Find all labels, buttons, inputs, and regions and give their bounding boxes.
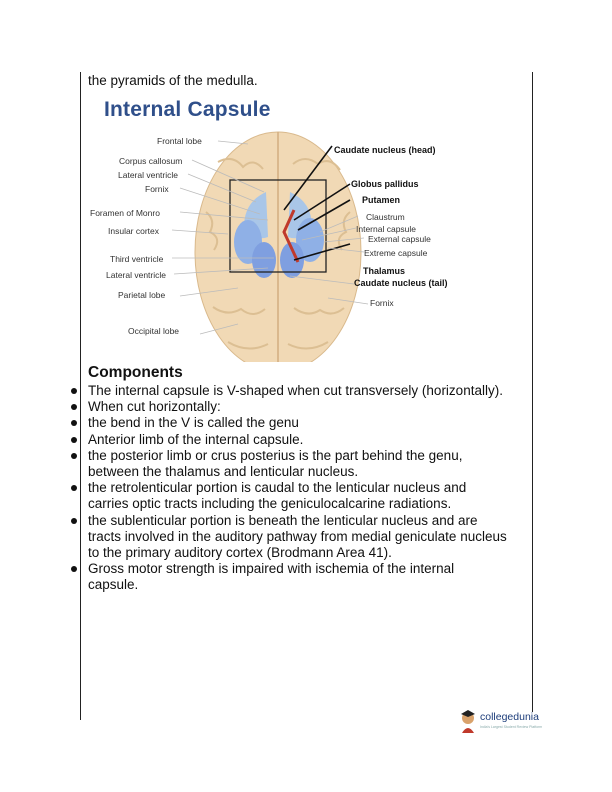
bullet-icon xyxy=(71,404,77,410)
label-parietal-lobe: Parietal lobe xyxy=(118,290,166,300)
label-external-capsule: External capsule xyxy=(368,234,431,244)
list-item: the bend in the V is called the genu xyxy=(68,415,508,431)
logo-name: collegedunia xyxy=(480,711,539,723)
label-fornix-right: Fornix xyxy=(370,298,394,308)
bullet-icon xyxy=(71,437,77,443)
label-claustrum: Claustrum xyxy=(366,212,405,222)
bullet-icon xyxy=(71,485,77,491)
label-insular-cortex: Insular cortex xyxy=(108,226,160,236)
label-corpus-callosum: Corpus callosum xyxy=(119,156,183,166)
label-foramen-of-monro: Foramen of Monro xyxy=(90,208,160,218)
bullet-icon xyxy=(71,388,77,394)
bullet-icon xyxy=(71,566,77,572)
internal-capsule-figure xyxy=(88,92,468,362)
logo-icon xyxy=(458,709,478,735)
list-item: the sublenticular portion is beneath the lenticular nucleus and are tracts involved in the auditory pathway from medial geniculate nucleus to the primary auditory cortex (Brodmann Area 41). xyxy=(68,513,508,562)
figure-title: Internal Capsule xyxy=(104,98,271,121)
bullet-icon xyxy=(71,420,77,426)
label-globus-pallidus: Globus pallidus xyxy=(351,179,419,189)
label-caudate-nucleus-head: Caudate nucleus (head) xyxy=(334,145,436,155)
list-item: When cut horizontally: xyxy=(68,399,508,415)
logo-tagline: India's Largest Student Review Platform xyxy=(480,725,543,729)
list-item: The internal capsule is V-shaped when cut transversely (horizontally). xyxy=(68,383,508,399)
label-occipital-lobe: Occipital lobe xyxy=(128,326,180,336)
list-item: the retrolenticular portion is caudal to the lenticular nucleus and carries optic tracts including the geniculocalcarine radiations. xyxy=(68,480,508,512)
list-item: Gross motor strength is impaired with ischemia of the internal capsule. xyxy=(68,561,508,593)
label-caudate-nucleus-tail: Caudate nucleus (tail) xyxy=(354,278,448,288)
label-thalamus: Thalamus xyxy=(363,266,406,276)
list-item: Anterior limb of the internal capsule. xyxy=(68,432,508,448)
label-frontal-lobe: Frontal lobe xyxy=(157,136,202,146)
section-heading: Components xyxy=(88,364,183,381)
intro-text: the pyramids of the medulla. xyxy=(88,73,258,88)
list-item: the posterior limb or crus posterius is the part behind the genu, between the thalamus and lenticular nucleus. xyxy=(68,448,508,480)
label-lateral-ventricle-2: Lateral ventricle xyxy=(106,270,167,280)
label-internal-capsule: Internal capsule xyxy=(356,224,417,234)
label-lateral-ventricle: Lateral ventricle xyxy=(118,170,179,180)
label-extreme-capsule: Extreme capsule xyxy=(364,248,428,258)
label-third-ventricle: Third ventricle xyxy=(110,254,164,264)
label-fornix: Fornix xyxy=(145,184,169,194)
collegedunia-logo xyxy=(458,709,558,739)
components-list xyxy=(68,383,508,594)
right-margin-line xyxy=(532,72,533,712)
bullet-icon xyxy=(71,518,77,524)
label-putamen: Putamen xyxy=(362,195,401,205)
bullet-icon xyxy=(71,453,77,459)
